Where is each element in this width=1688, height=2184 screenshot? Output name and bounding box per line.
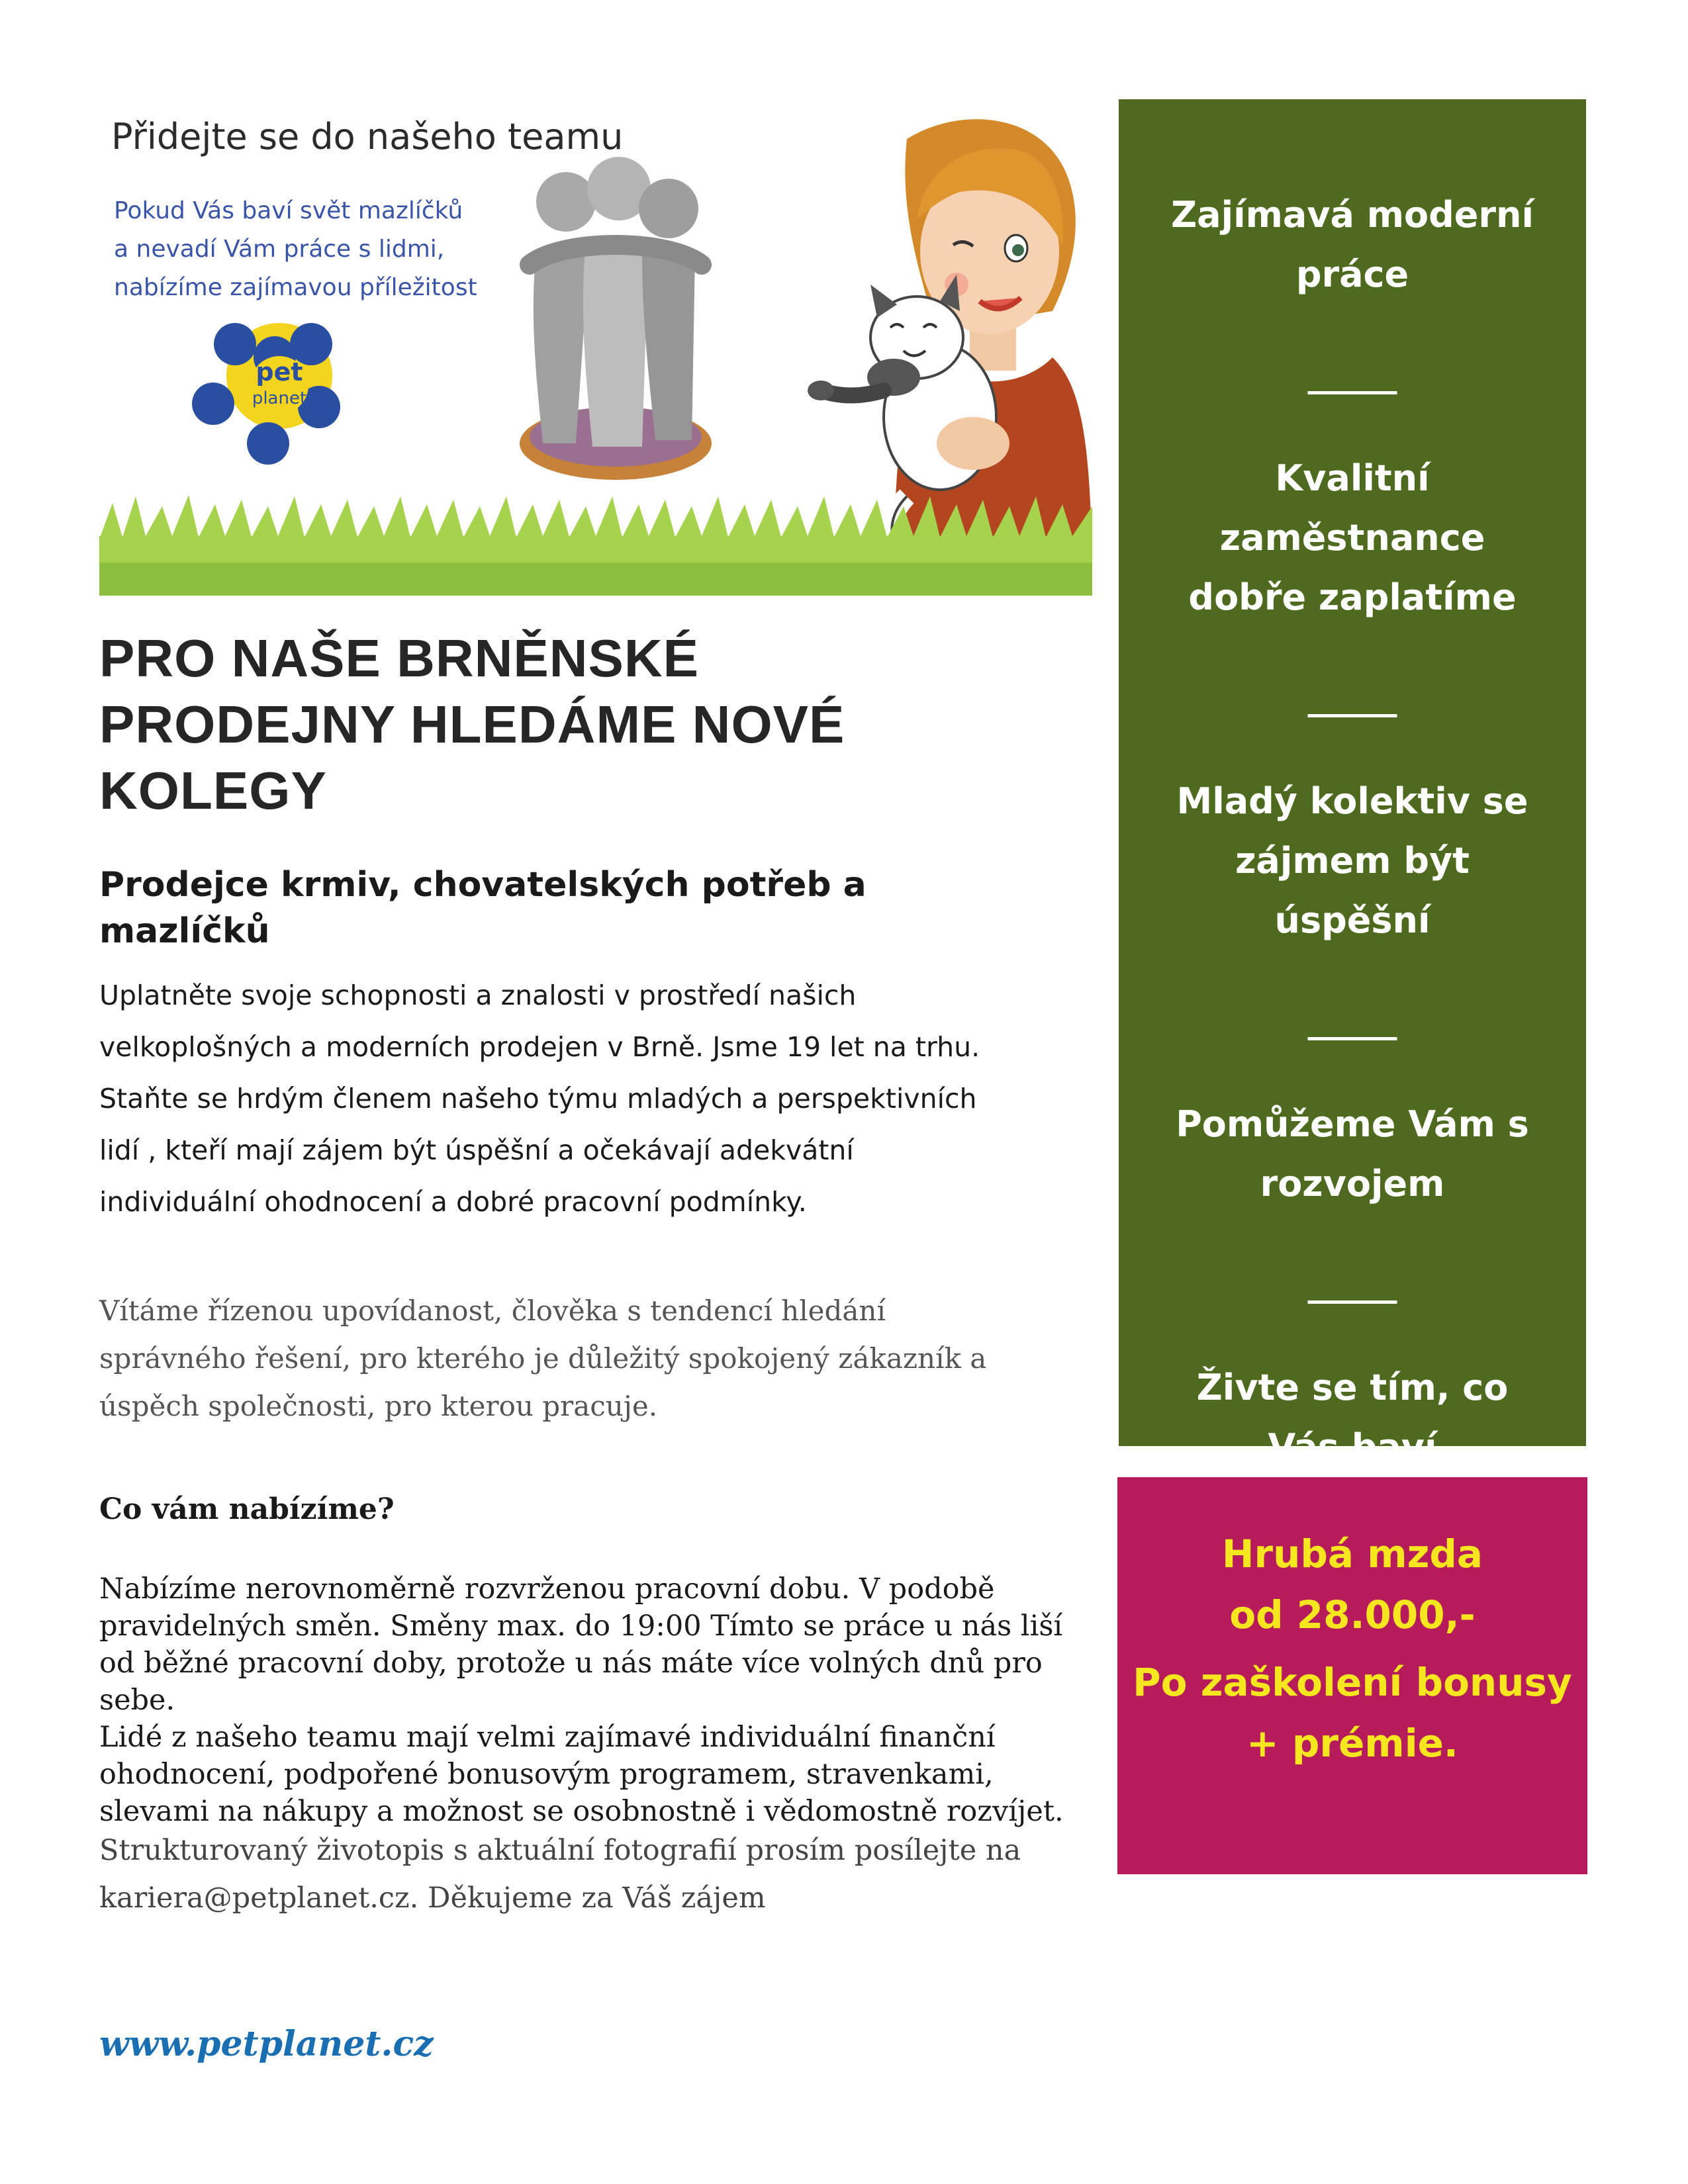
intro-line: individuální ohodnocení a dobré pracovní podmínky.	[99, 1186, 807, 1218]
offer-line: pravidelných směn. Směny max. do 19:00 Tímto se práce u nás liší	[99, 1610, 1063, 1643]
benefit-divider: _____	[1307, 676, 1397, 717]
hero-intro-line: a nevadí Vám práce s lidmi,	[114, 236, 445, 263]
hero-intro	[114, 192, 538, 307]
intro-paragraph	[99, 970, 1112, 1228]
benefits-box	[1119, 99, 1586, 1468]
offer-line: Nabízíme nerovnoměrně rozvrženou pracovní dobu. V podobě	[99, 1572, 995, 1606]
benefit-line: Vás baví	[1268, 1426, 1437, 1468]
welcome-line: správného řešení, pro kterého je důležitý spokojený zákazník a	[99, 1342, 987, 1375]
benefit-item	[1147, 185, 1558, 304]
benefit-item	[1147, 1358, 1558, 1477]
welcome-line: úspěch společnosti, pro kterou pracuje.	[99, 1390, 658, 1422]
benefit-line: zaměstnance	[1219, 517, 1485, 559]
page-headline	[99, 625, 1092, 824]
benefit-line: zájmem být	[1235, 840, 1470, 882]
offer-heading: Co vám nabízíme?	[99, 1492, 395, 1526]
benefit-divider: _____	[1307, 999, 1397, 1040]
benefit-line: práce	[1295, 253, 1409, 295]
position-title	[99, 862, 1092, 954]
logo-word-planet: planet	[252, 388, 307, 408]
contact-paragraph	[99, 1827, 1132, 1922]
welcome-paragraph	[99, 1287, 1125, 1430]
benefit-line: Zajímavá moderní	[1171, 194, 1534, 236]
intro-line: Staňte se hrdým členem našeho týmu mladých a perspektivních	[99, 1083, 977, 1115]
benefit-line: dobře zaplatíme	[1188, 576, 1517, 618]
contact-line: kariera@petplanet.cz. Děkujeme za Váš zájem	[99, 1882, 766, 1915]
salary-line: Hrubá mzda	[1221, 1531, 1483, 1576]
offer-line: ohodnocení, podpořené bonusovým programem, stravenkami,	[99, 1758, 994, 1791]
team-figures-icon	[520, 157, 712, 480]
headline-line: KOLEGY	[99, 761, 327, 820]
benefit-line: Mladý kolektiv se	[1176, 780, 1528, 822]
offer-line: sebe.	[99, 1684, 175, 1717]
benefit-item	[1147, 1095, 1558, 1214]
contact-line: Strukturovaný životopis s aktuální fotografií prosím posílejte na	[99, 1834, 1021, 1867]
intro-line: Uplatněte svoje schopnosti a znalosti v prostředí našich	[99, 979, 857, 1011]
website-link[interactable]: www.petplanet.cz	[99, 2024, 434, 2064]
benefit-item	[1147, 449, 1558, 627]
intro-line: lidí , kteří mají zájem být úspěšní a očekávají adekvátní	[99, 1134, 854, 1166]
salary-line: + prémie.	[1246, 1721, 1458, 1766]
salary-box	[1117, 1477, 1587, 1874]
position-title-line: mazlíčků	[99, 911, 270, 951]
benefit-item	[1147, 772, 1558, 950]
headline-line: PRODEJNY HLEDÁME NOVÉ	[99, 695, 845, 754]
salary-line: Po zaškolení bonusy	[1133, 1660, 1572, 1705]
benefit-line: Živte se tím, co	[1196, 1367, 1509, 1408]
salary-line: od 28.000,-	[1229, 1592, 1476, 1637]
benefit-divider: _____	[1307, 353, 1397, 394]
benefit-line: Kvalitní	[1275, 457, 1430, 499]
logo-word-pet: pet	[256, 357, 303, 387]
benefit-divider: _____	[1307, 1262, 1397, 1304]
benefit-line: Pomůžeme Vám s	[1176, 1103, 1529, 1145]
pet-planet-logo-icon	[192, 323, 340, 465]
intro-line: velkoplošných a moderních prodejen v Brně. Jsme 19 let na trhu.	[99, 1031, 980, 1063]
headline-line: PRO NAŠE BRNĚNSKÉ	[99, 629, 700, 688]
hero-banner	[99, 99, 1092, 596]
position-title-line: Prodejce krmiv, chovatelských potřeb a	[99, 865, 867, 905]
benefit-line: rozvojem	[1260, 1163, 1445, 1205]
offer-line: od běžné pracovní doby, protože u nás máte více volných dnů pro	[99, 1647, 1043, 1680]
salary-spacer	[1117, 1645, 1587, 1652]
hero-title: Přidejte se do našeho teamu	[111, 116, 624, 158]
hero-intro-line: Pokud Vás baví svět mazlíčků	[114, 197, 463, 224]
hero-intro-line: nabízíme zajímavou příležitost	[114, 274, 477, 301]
offer-line: Lidé z našeho teamu mají velmi zajímavé individuální finanční	[99, 1721, 996, 1754]
hero-illustration	[99, 99, 1092, 596]
benefit-line: úspěšní	[1274, 899, 1430, 941]
offer-line: slevami na nákupy a možnost se osobnostně i vědomostně rozvíjet.	[99, 1795, 1064, 1828]
offer-paragraph	[99, 1570, 1132, 1830]
welcome-line: Vítáme řízenou upovídanost, člověka s tendencí hledání	[99, 1295, 886, 1327]
